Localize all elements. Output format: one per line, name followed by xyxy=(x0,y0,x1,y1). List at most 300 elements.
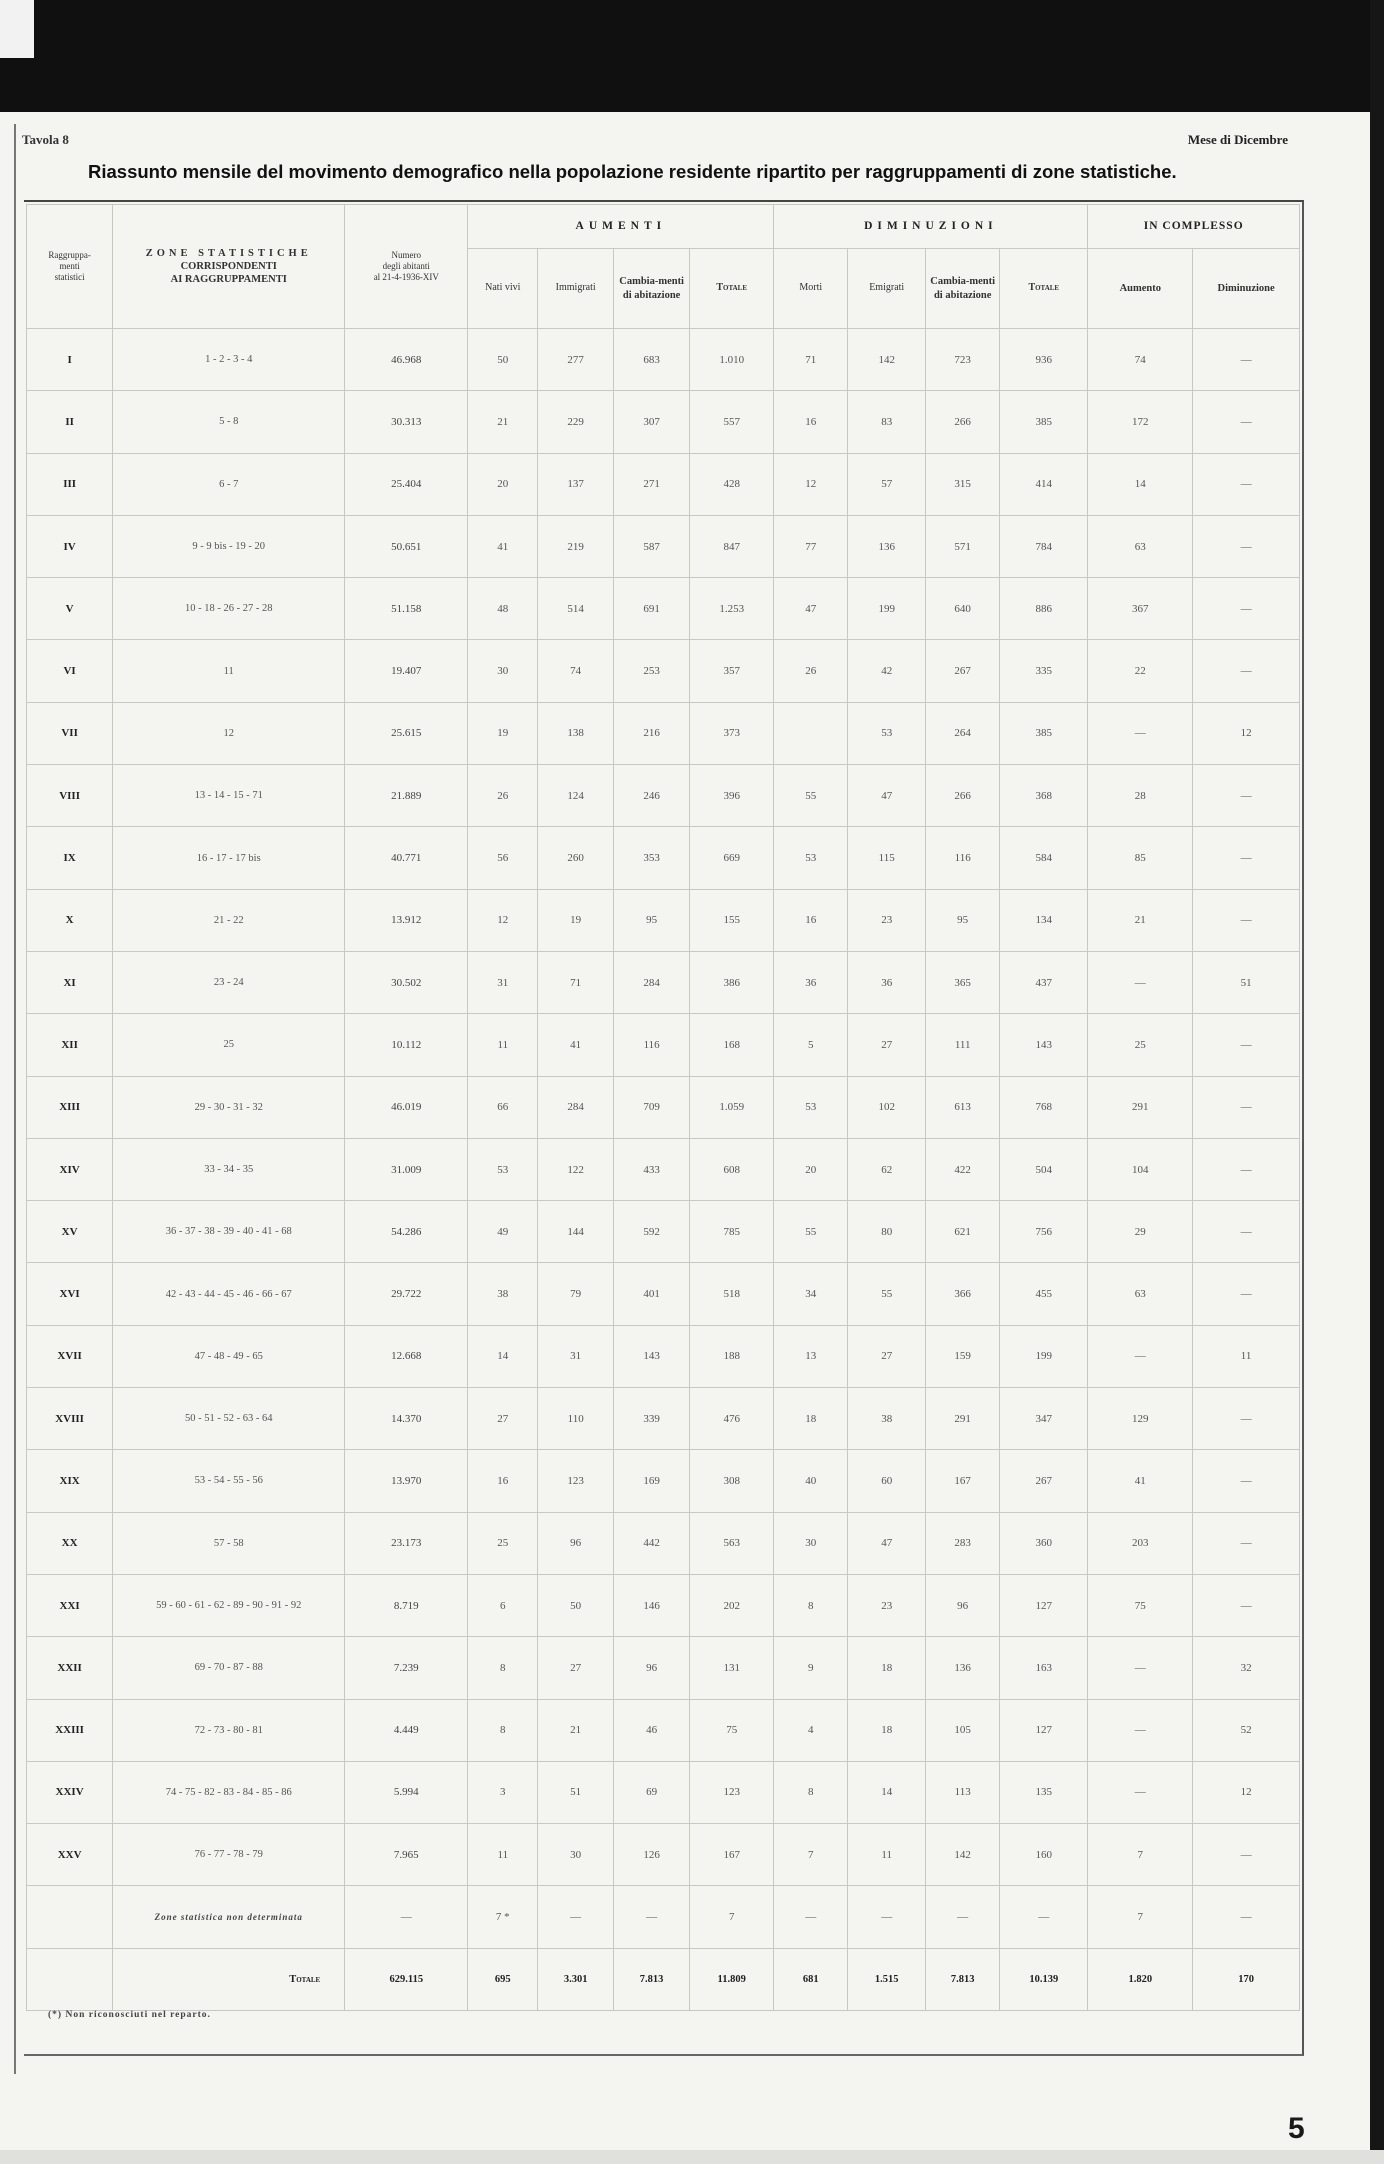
cell-camb_d: 366 xyxy=(926,1263,1000,1325)
cell-aum: 7 xyxy=(1088,1886,1193,1948)
zone-list: 6 - 7 xyxy=(113,453,345,515)
table-row xyxy=(27,951,1300,1013)
cell-emi: 11 xyxy=(848,1824,926,1886)
totals-label: Totale xyxy=(113,1948,345,2010)
group-id: VIII xyxy=(27,765,113,827)
cell-tot_d: 163 xyxy=(1000,1637,1088,1699)
cell-imm: 51 xyxy=(538,1761,614,1823)
cell-emi: 27 xyxy=(848,1014,926,1076)
cell-dim: — xyxy=(1193,827,1300,889)
cell-aum: 1.820 xyxy=(1088,1948,1193,2010)
inhabitants: 13.912 xyxy=(345,889,468,951)
group-id: IV xyxy=(27,515,113,577)
cell-morti: 7 xyxy=(774,1824,848,1886)
cell-tot: 308 xyxy=(690,1450,774,1512)
cell-morti: 681 xyxy=(774,1948,848,2010)
cell-nati: 6 xyxy=(468,1574,538,1636)
cell-tot: 373 xyxy=(690,702,774,764)
cell-tot_d: 347 xyxy=(1000,1388,1088,1450)
cell-dim: — xyxy=(1193,765,1300,827)
inhabitants: 40.771 xyxy=(345,827,468,889)
cell-camb: 442 xyxy=(614,1512,690,1574)
group-id: III xyxy=(27,453,113,515)
cell-imm: 3.301 xyxy=(538,1948,614,2010)
cell-aum: — xyxy=(1088,1637,1193,1699)
group-id: XVI xyxy=(27,1263,113,1325)
cell-nati: 31 xyxy=(468,951,538,1013)
cell-morti: 16 xyxy=(774,391,848,453)
col-raggruppamenti: Raggruppa- menti statistici xyxy=(27,205,113,329)
cell-tot_d: 784 xyxy=(1000,515,1088,577)
cell-morti: 18 xyxy=(774,1388,848,1450)
table-row xyxy=(27,702,1300,764)
zone-list: 76 - 77 - 78 - 79 xyxy=(113,1824,345,1886)
cell-imm: 50 xyxy=(538,1574,614,1636)
cell-emi: 62 xyxy=(848,1138,926,1200)
cell-aum: 104 xyxy=(1088,1138,1193,1200)
cell-aum: 28 xyxy=(1088,765,1193,827)
cell-tot_d: 936 xyxy=(1000,329,1088,391)
cell-camb_d: 113 xyxy=(926,1761,1000,1823)
inhabitants: 30.502 xyxy=(345,951,468,1013)
cell-emi: 23 xyxy=(848,1574,926,1636)
table-row xyxy=(27,515,1300,577)
cell-morti: 36 xyxy=(774,951,848,1013)
inhabitants: 629.115 xyxy=(345,1948,468,2010)
inhabitants: 7.239 xyxy=(345,1637,468,1699)
cell-camb_d: 283 xyxy=(926,1512,1000,1574)
cell-camb: 592 xyxy=(614,1201,690,1263)
cell-tot: 847 xyxy=(690,515,774,577)
zone-list: 21 - 22 xyxy=(113,889,345,951)
cell-dim: — xyxy=(1193,1201,1300,1263)
cell-morti xyxy=(774,702,848,764)
cell-dim: — xyxy=(1193,889,1300,951)
cell-camb_d: 640 xyxy=(926,578,1000,640)
cell-emi: 102 xyxy=(848,1076,926,1138)
cell-morti: 8 xyxy=(774,1761,848,1823)
cell-aum: 63 xyxy=(1088,1263,1193,1325)
table-row xyxy=(27,1325,1300,1387)
cell-nati: 695 xyxy=(468,1948,538,2010)
cell-camb: 307 xyxy=(614,391,690,453)
cell-camb_d: 167 xyxy=(926,1450,1000,1512)
page-edge xyxy=(14,124,16,2074)
cell-tot: 123 xyxy=(690,1761,774,1823)
cell-tot: 131 xyxy=(690,1637,774,1699)
population-movement-table xyxy=(26,204,1300,2011)
cell-emi: 18 xyxy=(848,1699,926,1761)
cell-dim: — xyxy=(1193,329,1300,391)
scan-border-right xyxy=(1370,0,1384,2164)
cell-tot_d: 160 xyxy=(1000,1824,1088,1886)
cell-tot: 1.253 xyxy=(690,578,774,640)
cell-imm: 96 xyxy=(538,1512,614,1574)
cell-aum: 21 xyxy=(1088,889,1193,951)
zone-list: 23 - 24 xyxy=(113,951,345,1013)
zone-list: 11 xyxy=(113,640,345,702)
cell-emi: 47 xyxy=(848,1512,926,1574)
cell-camb: 69 xyxy=(614,1761,690,1823)
cell-emi: 38 xyxy=(848,1388,926,1450)
cell-imm: 229 xyxy=(538,391,614,453)
table-row xyxy=(27,640,1300,702)
cell-tot: 11.809 xyxy=(690,1948,774,2010)
zone-list: 33 - 34 - 35 xyxy=(113,1138,345,1200)
col-morti: Morti xyxy=(774,249,848,329)
cell-tot: 428 xyxy=(690,453,774,515)
cell-tot: 518 xyxy=(690,1263,774,1325)
zone-list: 25 xyxy=(113,1014,345,1076)
cell-camb: — xyxy=(614,1886,690,1948)
group-id: XXI xyxy=(27,1574,113,1636)
cell-aum: 129 xyxy=(1088,1388,1193,1450)
col-emigrati: Emigrati xyxy=(848,249,926,329)
cell-camb_d: 136 xyxy=(926,1637,1000,1699)
cell-camb: 116 xyxy=(614,1014,690,1076)
cell-tot: 563 xyxy=(690,1512,774,1574)
cell-dim: — xyxy=(1193,1388,1300,1450)
cell-tot_d: 886 xyxy=(1000,578,1088,640)
cell-morti: 47 xyxy=(774,578,848,640)
zone-list: 57 - 58 xyxy=(113,1512,345,1574)
cell-emi: 18 xyxy=(848,1637,926,1699)
inhabitants: 7.965 xyxy=(345,1824,468,1886)
cell-camb: 126 xyxy=(614,1824,690,1886)
group-id: XXII xyxy=(27,1637,113,1699)
cell-tot_d: 368 xyxy=(1000,765,1088,827)
cell-tot: 155 xyxy=(690,889,774,951)
cell-aum: 63 xyxy=(1088,515,1193,577)
cell-camb_d: 723 xyxy=(926,329,1000,391)
cell-nati: 38 xyxy=(468,1263,538,1325)
inhabitants: 30.313 xyxy=(345,391,468,453)
cell-camb: 7.813 xyxy=(614,1948,690,2010)
cell-aum: 14 xyxy=(1088,453,1193,515)
col-numero: Numero degli abitanti al 21-4-1936-XIV xyxy=(345,205,468,329)
zone-list: 9 - 9 bis - 19 - 20 xyxy=(113,515,345,577)
cell-morti: 71 xyxy=(774,329,848,391)
zone-list: 12 xyxy=(113,702,345,764)
cell-camb_d: — xyxy=(926,1886,1000,1948)
inhabitants: 25.615 xyxy=(345,702,468,764)
cell-imm: 284 xyxy=(538,1076,614,1138)
inhabitants: 25.404 xyxy=(345,453,468,515)
cell-morti: — xyxy=(774,1886,848,1948)
cell-camb: 353 xyxy=(614,827,690,889)
cell-camb: 401 xyxy=(614,1263,690,1325)
cell-aum: — xyxy=(1088,1699,1193,1761)
cell-camb: 146 xyxy=(614,1574,690,1636)
cell-camb: 691 xyxy=(614,578,690,640)
cell-tot: 785 xyxy=(690,1201,774,1263)
cell-camb: 339 xyxy=(614,1388,690,1450)
cell-imm: 71 xyxy=(538,951,614,1013)
cell-camb_d: 613 xyxy=(926,1076,1000,1138)
zone-list: 16 - 17 - 17 bis xyxy=(113,827,345,889)
cell-nati: 8 xyxy=(468,1637,538,1699)
table-row xyxy=(27,1138,1300,1200)
cell-camb_d: 365 xyxy=(926,951,1000,1013)
cell-dim: — xyxy=(1193,1263,1300,1325)
table-row xyxy=(27,1450,1300,1512)
cell-camb: 96 xyxy=(614,1637,690,1699)
cell-nati: 30 xyxy=(468,640,538,702)
cell-morti: 34 xyxy=(774,1263,848,1325)
inhabitants: 10.112 xyxy=(345,1014,468,1076)
cell-camb_d: 96 xyxy=(926,1574,1000,1636)
table-row xyxy=(27,1014,1300,1076)
cell-aum: — xyxy=(1088,951,1193,1013)
cell-imm: 277 xyxy=(538,329,614,391)
group-id xyxy=(27,1948,113,2010)
cell-imm: 144 xyxy=(538,1201,614,1263)
cell-nati: 66 xyxy=(468,1076,538,1138)
footnote: (*) Non riconosciuti nel reparto. xyxy=(48,2010,211,2020)
cell-aum: 291 xyxy=(1088,1076,1193,1138)
cell-emi: 55 xyxy=(848,1263,926,1325)
cell-tot_d: 504 xyxy=(1000,1138,1088,1200)
cell-dim: — xyxy=(1193,1076,1300,1138)
cell-emi: 83 xyxy=(848,391,926,453)
cell-aum: 172 xyxy=(1088,391,1193,453)
cell-aum: 75 xyxy=(1088,1574,1193,1636)
group-id: XX xyxy=(27,1512,113,1574)
cell-camb_d: 105 xyxy=(926,1699,1000,1761)
cell-morti: 53 xyxy=(774,1076,848,1138)
group-id: II xyxy=(27,391,113,453)
cell-emi: 115 xyxy=(848,827,926,889)
cell-nati: 41 xyxy=(468,515,538,577)
group-id: XXV xyxy=(27,1824,113,1886)
cell-morti: 13 xyxy=(774,1325,848,1387)
cell-aum: — xyxy=(1088,702,1193,764)
cell-imm: 30 xyxy=(538,1824,614,1886)
cell-morti: 20 xyxy=(774,1138,848,1200)
cell-tot: 476 xyxy=(690,1388,774,1450)
table-row xyxy=(27,1824,1300,1886)
cell-camb: 46 xyxy=(614,1699,690,1761)
table-row xyxy=(27,578,1300,640)
group-id: XIV xyxy=(27,1138,113,1200)
table-row xyxy=(27,1699,1300,1761)
cell-camb: 587 xyxy=(614,515,690,577)
table-row xyxy=(27,1076,1300,1138)
zone-list: 69 - 70 - 87 - 88 xyxy=(113,1637,345,1699)
cell-camb_d: 315 xyxy=(926,453,1000,515)
cell-camb_d: 7.813 xyxy=(926,1948,1000,2010)
cell-tot_d: 385 xyxy=(1000,702,1088,764)
inhabitants: 54.286 xyxy=(345,1201,468,1263)
cell-imm: 514 xyxy=(538,578,614,640)
cell-nati: 19 xyxy=(468,702,538,764)
cell-camb: 271 xyxy=(614,453,690,515)
cell-imm: 124 xyxy=(538,765,614,827)
cell-camb_d: 571 xyxy=(926,515,1000,577)
cell-tot_d: 385 xyxy=(1000,391,1088,453)
undetermined-row xyxy=(27,1886,1300,1948)
cell-morti: 30 xyxy=(774,1512,848,1574)
table-row xyxy=(27,329,1300,391)
cell-nati: 50 xyxy=(468,329,538,391)
cell-morti: 40 xyxy=(774,1450,848,1512)
cell-imm: 219 xyxy=(538,515,614,577)
cell-nati: 7 * xyxy=(468,1886,538,1948)
cell-imm: 137 xyxy=(538,453,614,515)
cell-dim: — xyxy=(1193,1886,1300,1948)
cell-camb: 95 xyxy=(614,889,690,951)
cell-morti: 55 xyxy=(774,765,848,827)
cell-dim: — xyxy=(1193,1450,1300,1512)
cell-morti: 5 xyxy=(774,1014,848,1076)
cell-dim: — xyxy=(1193,578,1300,640)
cell-aum: 85 xyxy=(1088,827,1193,889)
cell-nati: 27 xyxy=(468,1388,538,1450)
col-nati-vivi: Nati vivi xyxy=(468,249,538,329)
zone-list: 13 - 14 - 15 - 71 xyxy=(113,765,345,827)
cell-camb: 284 xyxy=(614,951,690,1013)
inhabitants: 46.019 xyxy=(345,1076,468,1138)
zone-list: 72 - 73 - 80 - 81 xyxy=(113,1699,345,1761)
cell-camb_d: 422 xyxy=(926,1138,1000,1200)
undetermined-label: Zone statistica non determinata xyxy=(113,1886,345,1948)
cell-emi: 36 xyxy=(848,951,926,1013)
table-row xyxy=(27,827,1300,889)
cell-nati: 14 xyxy=(468,1325,538,1387)
cell-dim: — xyxy=(1193,1512,1300,1574)
cell-tot: 202 xyxy=(690,1574,774,1636)
cell-aum: — xyxy=(1088,1325,1193,1387)
group-aumenti: AUMENTI xyxy=(468,205,774,249)
page-number: 5 xyxy=(1288,2112,1305,2145)
cell-tot_d: 335 xyxy=(1000,640,1088,702)
cell-imm: 138 xyxy=(538,702,614,764)
scan-corner xyxy=(0,0,34,58)
cell-emi: 57 xyxy=(848,453,926,515)
cell-imm: 41 xyxy=(538,1014,614,1076)
cell-tot_d: 134 xyxy=(1000,889,1088,951)
group-complesso: IN COMPLESSO xyxy=(1088,205,1300,249)
table-row xyxy=(27,1761,1300,1823)
inhabitants: 19.407 xyxy=(345,640,468,702)
cell-aum: 22 xyxy=(1088,640,1193,702)
cell-camb: 169 xyxy=(614,1450,690,1512)
cell-tot_d: 455 xyxy=(1000,1263,1088,1325)
table-number: Tavola 8 xyxy=(22,132,69,147)
cell-emi: 23 xyxy=(848,889,926,951)
cell-emi: 53 xyxy=(848,702,926,764)
cell-aum: 25 xyxy=(1088,1014,1193,1076)
cell-tot: 1.059 xyxy=(690,1076,774,1138)
col-aumento: Aumento xyxy=(1088,249,1193,329)
inhabitants: 4.449 xyxy=(345,1699,468,1761)
cell-morti: 55 xyxy=(774,1201,848,1263)
cell-emi: 80 xyxy=(848,1201,926,1263)
cell-emi: 1.515 xyxy=(848,1948,926,2010)
inhabitants: 8.719 xyxy=(345,1574,468,1636)
group-id: IX xyxy=(27,827,113,889)
cell-tot_d: 267 xyxy=(1000,1450,1088,1512)
zone-list: 74 - 75 - 82 - 83 - 84 - 85 - 86 xyxy=(113,1761,345,1823)
zone-list: 29 - 30 - 31 - 32 xyxy=(113,1076,345,1138)
cell-nati: 11 xyxy=(468,1824,538,1886)
cell-camb: 143 xyxy=(614,1325,690,1387)
table-row xyxy=(27,1201,1300,1263)
cell-camb_d: 116 xyxy=(926,827,1000,889)
cell-tot: 75 xyxy=(690,1699,774,1761)
cell-aum: 74 xyxy=(1088,329,1193,391)
zone-list: 1 - 2 - 3 - 4 xyxy=(113,329,345,391)
table-row xyxy=(27,1574,1300,1636)
table-row xyxy=(27,453,1300,515)
cell-camb: 253 xyxy=(614,640,690,702)
cell-nati: 49 xyxy=(468,1201,538,1263)
group-id: XXIV xyxy=(27,1761,113,1823)
cell-camb_d: 291 xyxy=(926,1388,1000,1450)
col-immigrati: Immigrati xyxy=(538,249,614,329)
inhabitants: 12.668 xyxy=(345,1325,468,1387)
cell-nati: 26 xyxy=(468,765,538,827)
cell-morti: 8 xyxy=(774,1574,848,1636)
group-id: XVII xyxy=(27,1325,113,1387)
group-id: XI xyxy=(27,951,113,1013)
table-row xyxy=(27,391,1300,453)
cell-aum: 7 xyxy=(1088,1824,1193,1886)
cell-tot_d: 127 xyxy=(1000,1574,1088,1636)
cell-camb: 709 xyxy=(614,1076,690,1138)
group-id: XIII xyxy=(27,1076,113,1138)
inhabitants: 23.173 xyxy=(345,1512,468,1574)
cell-dim: — xyxy=(1193,1138,1300,1200)
document-title: Riassunto mensile del movimento demografico nella popolazione residente ripartito per raggruppamenti di zone statistiche. xyxy=(88,161,1177,182)
cell-dim: 52 xyxy=(1193,1699,1300,1761)
zone-list: 42 - 43 - 44 - 45 - 46 - 66 - 67 xyxy=(113,1263,345,1325)
col-totale-diminuzioni: Totale xyxy=(1000,249,1088,329)
cell-morti: 77 xyxy=(774,515,848,577)
cell-camb_d: 111 xyxy=(926,1014,1000,1076)
group-diminuzioni: DIMINUZIONI xyxy=(774,205,1088,249)
zone-list: 36 - 37 - 38 - 39 - 40 - 41 - 68 xyxy=(113,1201,345,1263)
cell-camb_d: 142 xyxy=(926,1824,1000,1886)
cell-tot_d: 414 xyxy=(1000,453,1088,515)
cell-tot_d: — xyxy=(1000,1886,1088,1948)
col-cambiamenti-diminuzioni: Cambia-menti di abitazione xyxy=(926,249,1000,329)
group-id: I xyxy=(27,329,113,391)
cell-morti: 26 xyxy=(774,640,848,702)
cell-nati: 8 xyxy=(468,1699,538,1761)
cell-tot: 386 xyxy=(690,951,774,1013)
inhabitants: 14.370 xyxy=(345,1388,468,1450)
cell-nati: 16 xyxy=(468,1450,538,1512)
group-id xyxy=(27,1886,113,1948)
cell-emi: 199 xyxy=(848,578,926,640)
zone-list: 50 - 51 - 52 - 63 - 64 xyxy=(113,1388,345,1450)
cell-nati: 21 xyxy=(468,391,538,453)
cell-imm: 21 xyxy=(538,1699,614,1761)
cell-dim: 11 xyxy=(1193,1325,1300,1387)
cell-dim: 12 xyxy=(1193,702,1300,764)
cell-imm: 31 xyxy=(538,1325,614,1387)
cell-imm: 19 xyxy=(538,889,614,951)
cell-morti: 9 xyxy=(774,1637,848,1699)
cell-dim: — xyxy=(1193,515,1300,577)
table-row xyxy=(27,1512,1300,1574)
cell-dim: — xyxy=(1193,640,1300,702)
cell-imm: 122 xyxy=(538,1138,614,1200)
cell-aum: 29 xyxy=(1088,1201,1193,1263)
zone-list: 59 - 60 - 61 - 62 - 89 - 90 - 91 - 92 xyxy=(113,1574,345,1636)
cell-morti: 16 xyxy=(774,889,848,951)
